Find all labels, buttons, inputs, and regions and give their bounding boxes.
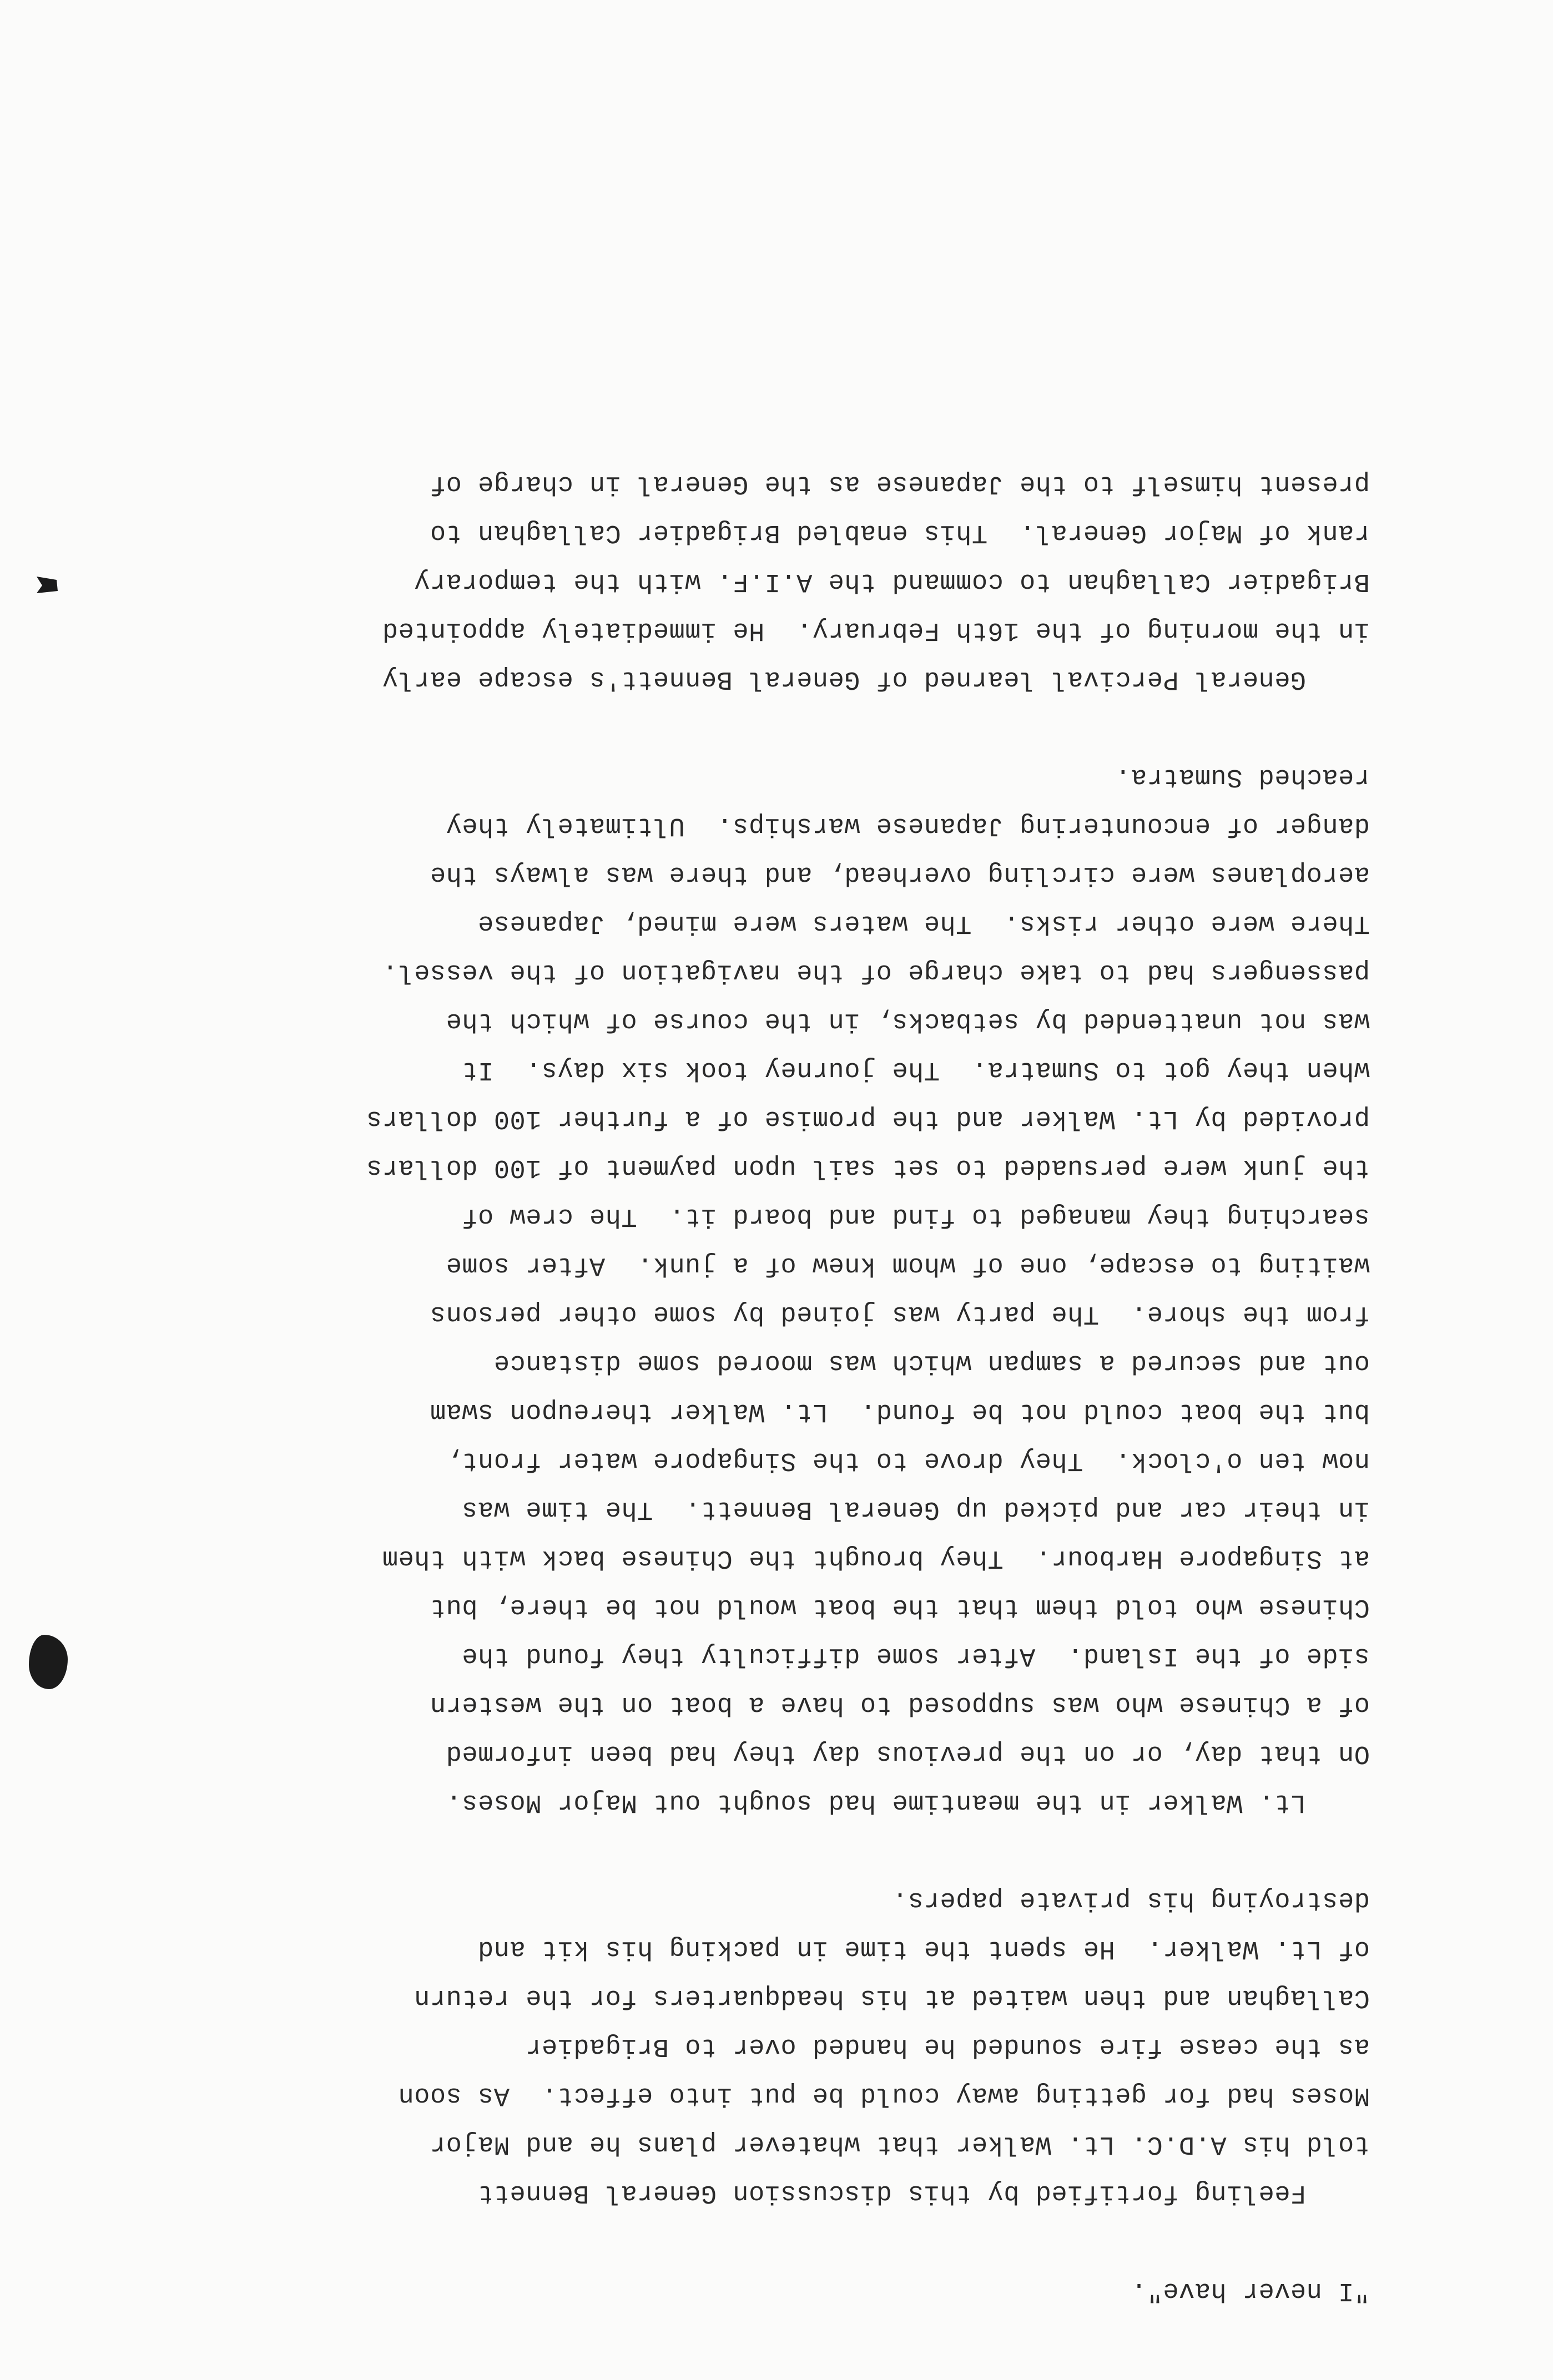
- text-line: General Percival learned of General Bennett's escape early: [382, 664, 1370, 694]
- text-line: now ten o'clock. They drove to the Singapore water front,: [446, 1446, 1370, 1475]
- text-line: from the shore. The party was joined by some other persons: [430, 1299, 1370, 1328]
- text-line: rank of Major General. This enabled Brigadier Callaghan to: [430, 518, 1370, 547]
- typed-text-body: [93, 459, 1370, 2315]
- text-line: Callaghan and then waited at his headquarters for the return: [414, 1983, 1370, 2012]
- text-line: in the morning of the 16th February. He immediately appointed: [382, 615, 1370, 645]
- text-line: searching they managed to find and board it. The crew of: [461, 1201, 1370, 1231]
- text-line: passengers had to take charge of the navigation of the vessel.: [382, 957, 1370, 987]
- text-line: at Singapore Harbour. They brought the Chinese back with them: [382, 1543, 1370, 1573]
- text-line: Feeling fortified by this discussion General Bennett: [477, 2178, 1370, 2207]
- text-line: Moses had for getting away could be put into effect. As soon: [398, 2080, 1370, 2110]
- text-line: Chinese who told them that the boat would not be there, but: [430, 1592, 1370, 1621]
- text-line: was not unattended by setbacks, in the course of which the: [446, 1006, 1370, 1035]
- text-line: danger of encountering Japanese warships. Ultimately they: [446, 811, 1370, 840]
- text-line: Brigadier Callaghan to command the A.I.F. with the temporary: [414, 567, 1370, 596]
- ink-blot-mark: [29, 1635, 68, 1689]
- paragraph: [93, 1875, 1370, 2217]
- text-line: but the boat could not be found. Lt. Walker thereupon swam: [430, 1397, 1370, 1426]
- text-line: as the cease fire sounded he handed over to Brigadier: [525, 2032, 1370, 2061]
- text-line: out and secured a sampan which was moored some distance: [493, 1348, 1370, 1377]
- text-line: There were other risks. The waters were mined, Japanese: [477, 908, 1370, 938]
- text-line: side of the Island. After some difficulty they found the: [461, 1641, 1370, 1670]
- text-line: Lt. Walker in the meantime had sought out Major Moses.: [446, 1787, 1370, 1817]
- paragraph: [93, 752, 1370, 1826]
- text-line: On that day, or on the previous day they had been informed: [446, 1739, 1370, 1768]
- text-line: when they got to Sumatra. The journey took six days. It: [461, 1055, 1370, 1084]
- text-line: destroying his private papers.: [891, 1885, 1370, 1914]
- text-line: waiting to escape, one of whom knew of a junk. After some: [446, 1250, 1370, 1280]
- text-line: provided by Lt. Walker and the promise of a further 100 dollars: [366, 1104, 1370, 1133]
- pen-tick-mark: [36, 575, 59, 594]
- text-line: of a Chinese who was supposed to have a boat on the western: [430, 1690, 1370, 1719]
- paragraph: [93, 2266, 1370, 2315]
- text-line: "I never have".: [1131, 2276, 1370, 2305]
- paragraph: [93, 459, 1370, 703]
- text-line: the junk were persuaded to set sail upon payment of 100 dollars: [366, 1153, 1370, 1182]
- text-line: present himself to the Japanese as the General in charge of: [430, 469, 1370, 498]
- text-line: in their car and picked up General Bennett. The time was: [461, 1494, 1370, 1524]
- text-line: told his A.D.C. Lt. Walker that whatever plans he and Major: [430, 2129, 1370, 2159]
- text-line: reached Sumatra.: [1115, 762, 1370, 791]
- text-line: aeroplanes were circling overhead, and there was always the: [430, 860, 1370, 889]
- text-line: of Lt. Walker. He spent the time in packing his kit and: [477, 1934, 1370, 1963]
